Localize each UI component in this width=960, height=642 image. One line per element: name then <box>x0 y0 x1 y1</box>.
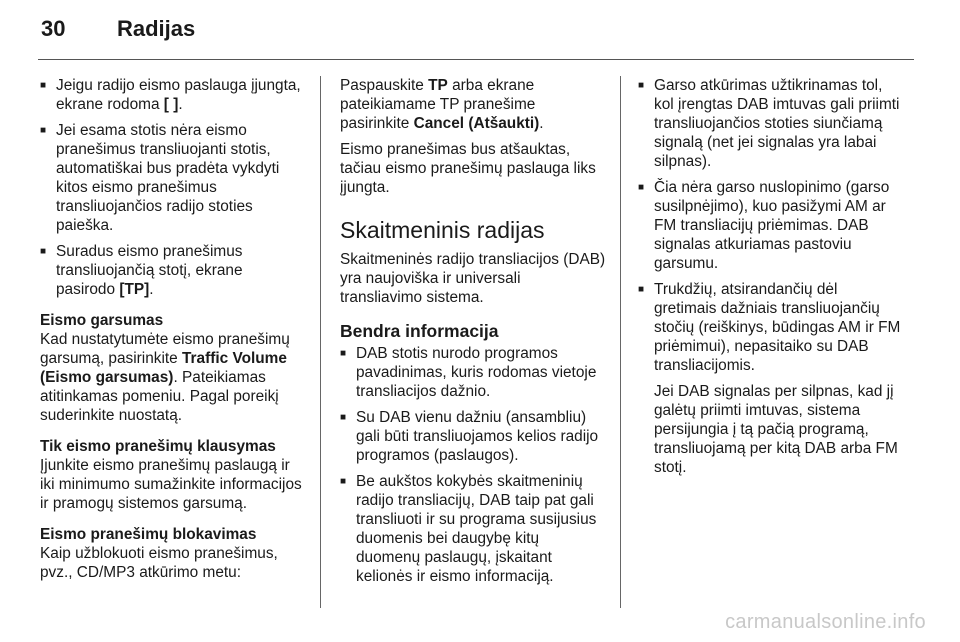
section-title: Skaitmeninis radijas <box>340 217 545 243</box>
traffic-only-text: Įjunkite eismo pranešimų paslaugą ir iki minimumo sumažinkite informacijos ir pramogų sistemos garsumą. <box>40 457 302 512</box>
dab-info-list <box>340 344 606 586</box>
column-divider-1 <box>320 76 321 608</box>
traffic-block-text: Kaip užblokuoti eismo pranešimus, pvz., CD/MP3 atkūrimo metu: <box>40 545 278 581</box>
traffic-volume-heading: Eismo garsumas <box>40 312 164 329</box>
column-divider-2 <box>620 76 621 608</box>
list-item: ■ Čia nėra garso nuslopinimo (garso susilpnėjimo), kuo pasižymi AM ar FM transliacijų priėmimas. DAB signalas atkuriamas pastoviu garsumu. <box>638 178 904 273</box>
column-1 <box>40 76 302 589</box>
list-item: ■ Su DAB vienu dažniu (ansambliu) gali būti transliuojamos kelios radijo programos (paslaugos). <box>340 408 606 465</box>
list-item: ■ Suradus eismo pranešimus transliuojančią stotį, ekrane pasirodo [TP]. <box>40 242 302 299</box>
column-3 <box>638 76 904 484</box>
list-item: ■ Trukdžių, atsirandančių dėl gretimais dažniais transliuojančių stočių (reiškinys, būdingas AM ir FM priėmimui), nepasitaiko su DAB transliacijomis. <box>638 280 904 375</box>
traffic-block-heading: Eismo pranešimų blokavimas <box>40 526 257 543</box>
list-item: ■ Garso atkūrimas užtikrinamas tol, kol įrengtas DAB imtuvas gali priimti transliuojančios stoties siunčiamą signalą (net jei signalas yra labai silpnas). <box>638 76 904 171</box>
list-item: ■ Jei esama stotis nėra eismo pranešimus transliuojanti stotis, automatiškai bus pradėta vykdyti kitos eismo pranešimus transliuojančios radijo stoties paieška. <box>40 121 302 235</box>
list-item: ■ Be aukštos kokybės skaitmeninių radijo transliacijų, DAB taip pat gali transliuoti ir su programa susijusius duomenis bei daugybę kitų duomenų paslaugų, įskaitant kelionės ir eismo informaciją. <box>340 472 606 586</box>
dab-benefits-list <box>638 76 904 375</box>
page-header <box>0 0 960 60</box>
list-item: ■ Jeigu radijo eismo paslauga įjungta, ekrane rodoma [ ]. <box>40 76 302 114</box>
header-divider <box>38 59 914 60</box>
traffic-info-list <box>40 76 302 299</box>
cancel-result: Eismo pranešimas bus atšauktas, tačiau eismo pranešimų paslauga liks įjungta. <box>340 141 596 196</box>
list-item: ■ DAB stotis nurodo programos pavadinimas, kuris rodomas vietoje transliacijos dažnio. <box>340 344 606 401</box>
section-intro: Skaitmeninės radijo transliacijos (DAB) yra naujoviška ir universali transliavimo sistema. <box>340 251 606 306</box>
dab-followup: Jei DAB signalas per silpnas, kad jį galėtų priimti imtuvas, sistema persijungia į tą pačią programą, transliuojamą per kitą DAB arba FM stotį. <box>654 383 898 476</box>
chapter-title: Radijas <box>117 16 196 41</box>
subsection-title: Bendra informacija <box>340 321 499 341</box>
column-2 <box>340 76 606 593</box>
watermark: carmanualsonline.info <box>725 611 926 633</box>
traffic-volume-text: Kad nustatytumėte eismo pranešimų garsumą, pasirinkite Traffic Volume (Eismo garsumas). Pateikiamas atitinkamas pomeniu. Pagal poreikį suderinkite nuostatą. <box>40 331 290 424</box>
page-number: 30 <box>41 16 66 41</box>
traffic-only-heading: Tik eismo pranešimų klausymas <box>40 438 276 455</box>
cancel-instruction: Paspauskite TP arba ekrane pateikiamame TP pranešime pasirinkite Cancel (Atšaukti). <box>340 77 544 132</box>
